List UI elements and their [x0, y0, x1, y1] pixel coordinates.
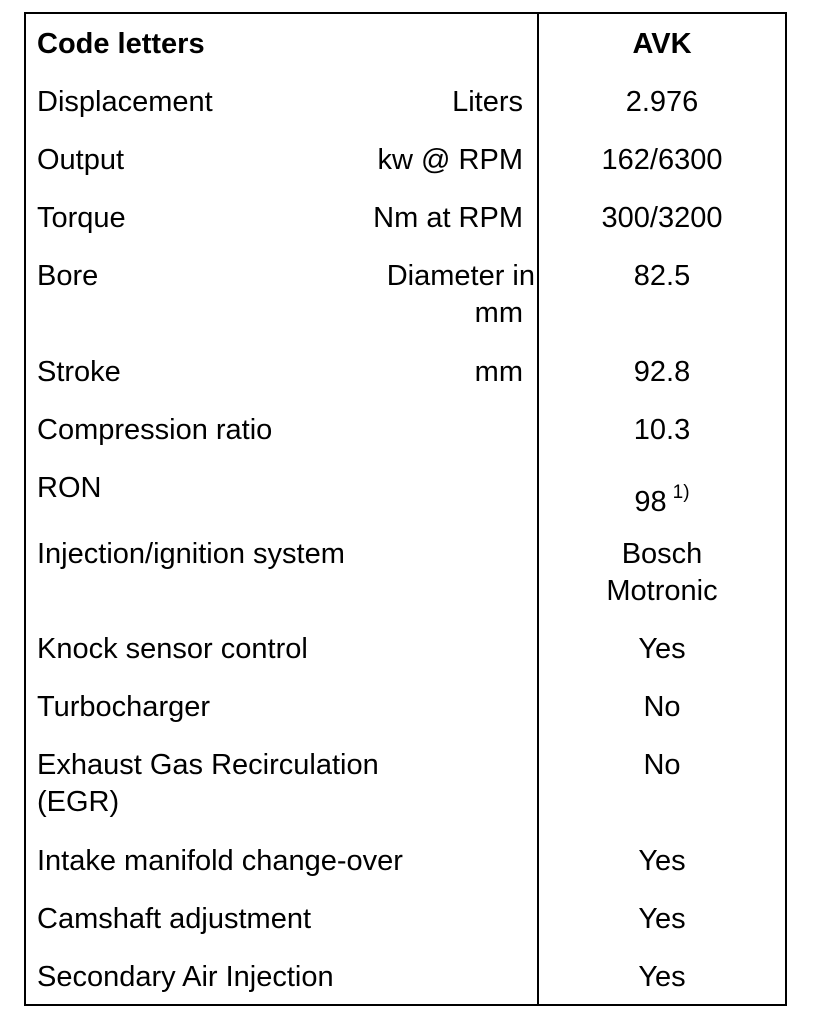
- row-value: 2.976: [625, 86, 699, 118]
- header-label: Code letters: [37, 28, 205, 60]
- row-value-line1: Bosch: [621, 538, 703, 570]
- row-label: RON: [37, 472, 102, 504]
- row-label-line1: Exhaust Gas Recirculation: [37, 749, 379, 781]
- row-value: 300/3200: [601, 202, 723, 234]
- header-value: AVK: [632, 28, 692, 60]
- row-label: Displacement: [37, 86, 213, 118]
- row-unit-line2: mm: [474, 297, 523, 329]
- row-label: Turbocharger: [37, 691, 211, 723]
- row-label: Injection/ignition system: [37, 538, 345, 570]
- row-value: Yes: [638, 845, 686, 877]
- row-value: 82.5: [633, 260, 691, 292]
- row-unit: Nm at RPM: [373, 202, 523, 234]
- row-label: Secondary Air Injection: [37, 961, 334, 993]
- row-value: 10.3: [633, 414, 691, 446]
- row-unit: Liters: [452, 86, 523, 118]
- row-value: [539, 484, 785, 524]
- row-label: Compression ratio: [37, 414, 273, 446]
- footnote-marker: 1): [672, 482, 690, 503]
- ron-value: 98: [634, 486, 667, 518]
- row-unit-line1: Diameter in: [386, 260, 535, 292]
- row-label: Torque: [37, 202, 126, 234]
- row-value-line2: Motronic: [606, 575, 718, 607]
- row-label: Camshaft adjustment: [37, 903, 312, 935]
- row-value: Yes: [638, 903, 686, 935]
- row-label: Bore: [37, 260, 99, 292]
- row-label-line2: (EGR): [37, 786, 120, 818]
- row-value: 162/6300: [601, 144, 723, 176]
- row-label: Stroke: [37, 356, 121, 388]
- row-value: 92.8: [633, 356, 691, 388]
- row-unit: kw @ RPM: [377, 144, 523, 176]
- row-label: Intake manifold change-over: [37, 845, 403, 877]
- row-value: No: [643, 749, 681, 781]
- row-label: Knock sensor control: [37, 633, 308, 665]
- row-value: Yes: [638, 961, 686, 993]
- row-unit: mm: [474, 356, 523, 388]
- row-label: Output: [37, 144, 125, 176]
- engine-spec-table: [24, 12, 787, 1006]
- row-value: Yes: [638, 633, 686, 665]
- row-value: No: [643, 691, 681, 723]
